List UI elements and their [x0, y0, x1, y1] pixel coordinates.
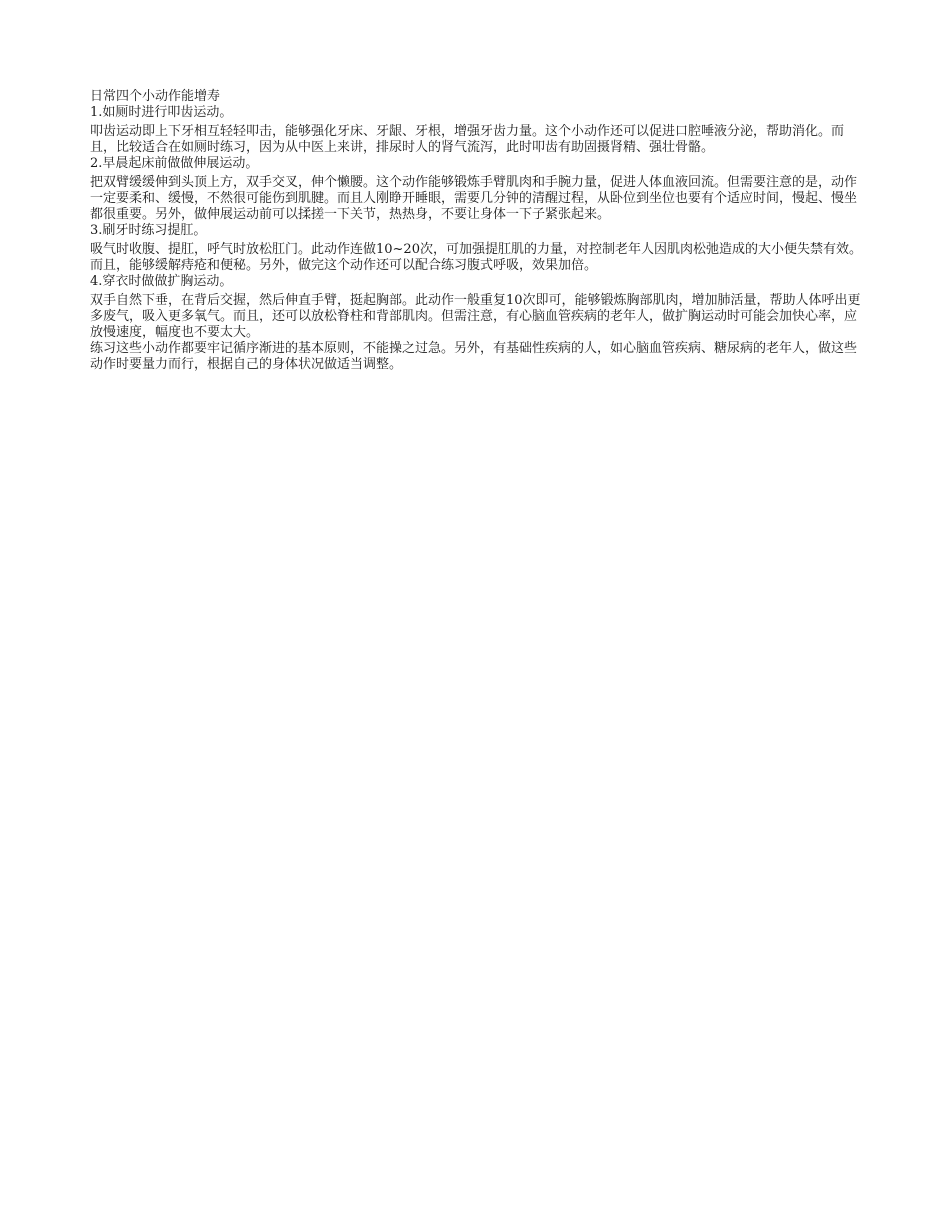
section-2-heading: 2.早晨起床前做做伸展运动。	[90, 156, 259, 171]
document	[90, 89, 862, 373]
document-title: 日常四个小动作能增寿	[90, 89, 221, 104]
section-3-body: 吸气时收腹、提肛，呼气时放松肛门。此动作连做10~20次，可加强提肛肌的力量，对控制老年人因肌肉松弛造成的大小便失禁有效。而且，能够缓解痔疮和便秘。另外，做完这个动作还可以配合练习腹式呼吸，效果加倍。	[90, 242, 862, 273]
closing-paragraph: 练习这些小动作都要牢记循序渐进的基本原则，不能操之过急。另外，有基础性疾病的人，如心脑血管疾病、糖尿病的老年人，做这些动作时要量力而行，根据自己的身体状况做适当调整。	[90, 341, 858, 372]
section-4-heading: 4.穿衣时做做扩胸运动。	[90, 274, 233, 289]
section-1-body: 叩齿运动即上下牙相互轻轻叩击，能够强化牙床、牙龈、牙根，增强牙齿力量。这个小动作还可以促进口腔唾液分泌，帮助消化。而且，比较适合在如厕时练习，因为从中医上来讲，排尿时人的肾气流泻，此时叩齿有助固摄肾精、强壮骨骼。	[90, 124, 845, 155]
section-4-body: 双手自然下垂，在背后交握，然后伸直手臂，挺起胸部。此动作一般重复10次即可，能够锻炼胸部肌肉，增加肺活量，帮助人体呼出更多废气，吸入更多氧气。而且，还可以放松脊柱和背部肌肉。但需注意，有心脑血管疾病的老年人，做扩胸运动时可能会加快心率，应放慢速度，幅度也不要太大。	[90, 293, 861, 340]
section-3-heading: 3.刷牙时练习提肛。	[90, 223, 207, 238]
section-2-body: 把双臂缓缓伸到头顶上方，双手交叉，伸个懒腰。这个动作能够锻炼手臂肌肉和手腕力量，促进人体血液回流。但需要注意的是，动作一定要柔和、缓慢，不然很可能伤到肌腱。而且人刚睁开睡眼，需要几分钟的清醒过程，从卧位到坐位也要有个适应时间，慢起、慢坐都很重要。另外，做伸展运动前可以揉搓一下关节，热热身，不要让身体一下子紧张起来。	[90, 175, 858, 222]
section-1-heading: 1.如厕时进行叩齿运动。	[90, 105, 233, 120]
